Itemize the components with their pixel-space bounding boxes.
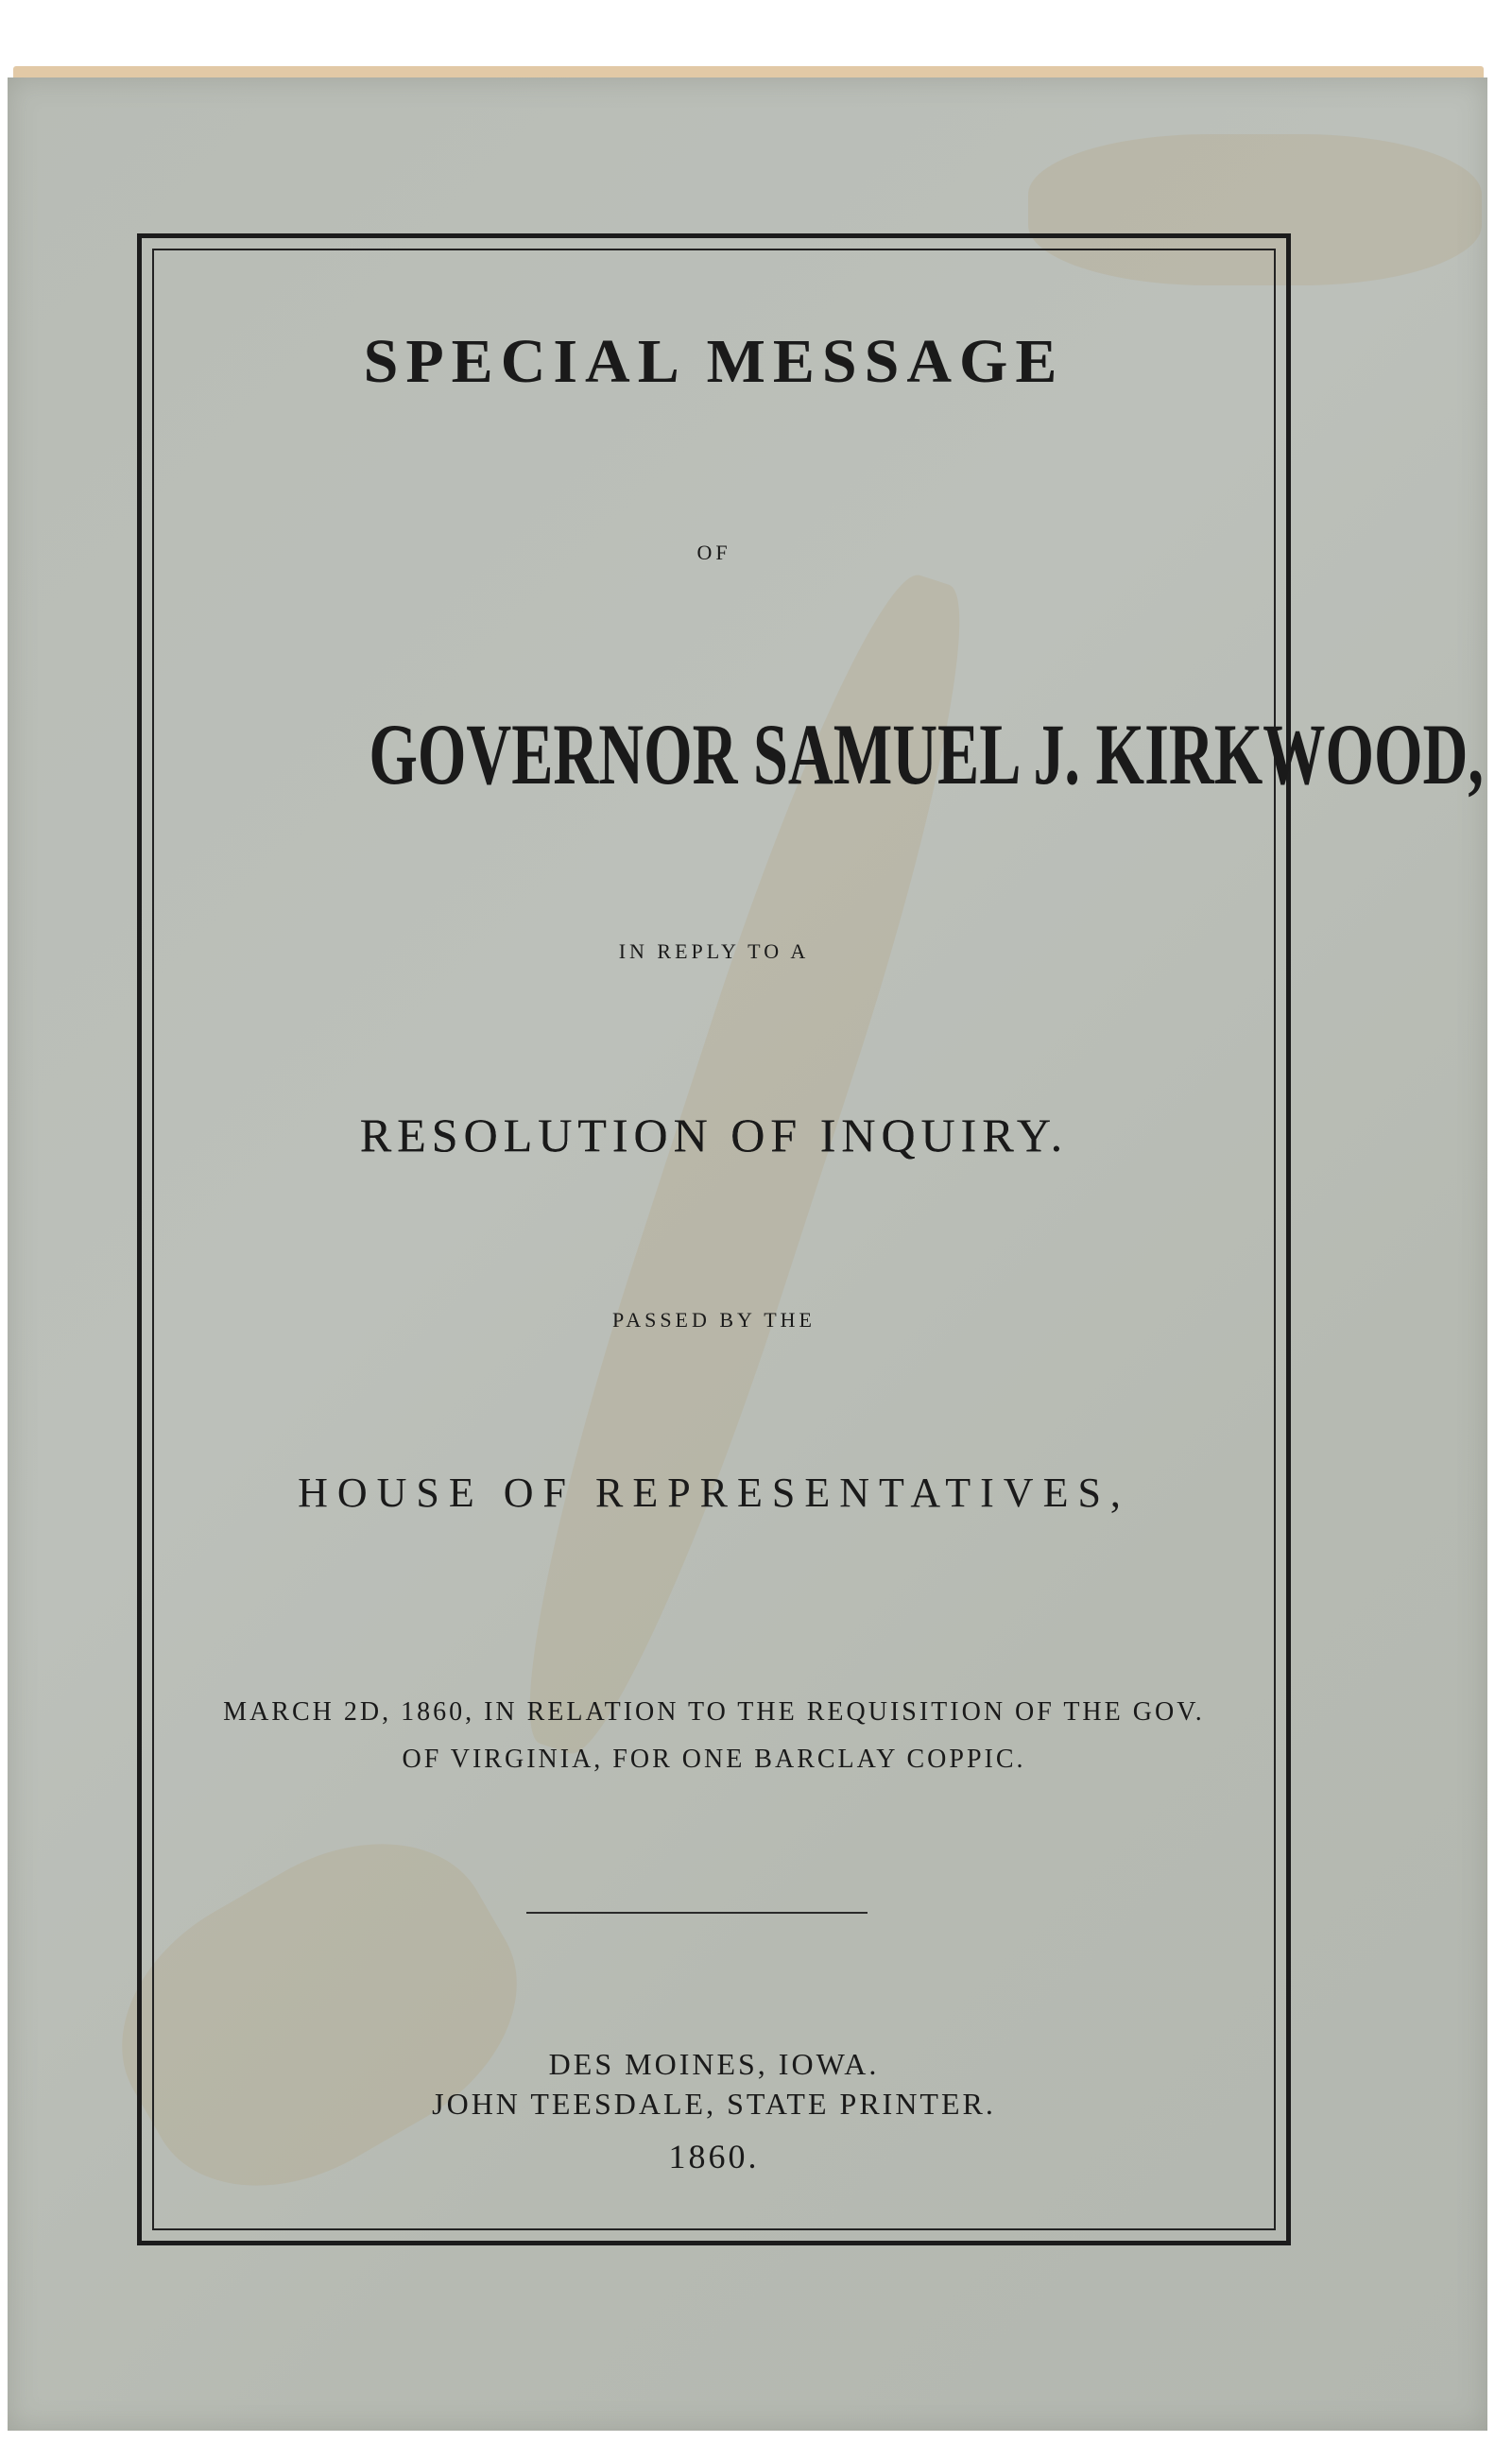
title: SPECIAL MESSAGE: [363, 327, 1065, 396]
of-label: OF: [696, 541, 731, 564]
imprint-year: 1860.: [668, 2138, 760, 2175]
subject: RESOLUTION OF INQUIRY.: [359, 1109, 1069, 1161]
divider-rule: [526, 1912, 868, 1914]
legislative-body: HOUSE OF REPRESENTATIVES,: [298, 1470, 1130, 1516]
author: GOVERNOR SAMUEL J. KIRKWOOD,: [369, 706, 1484, 802]
imprint-place: DES MOINES, IOWA.: [548, 2047, 880, 2081]
passed-by-label: PASSED BY THE: [611, 1308, 816, 1332]
description-line-1: MARCH 2D, 1860, IN RELATION TO THE REQUISITION OF THE GOV.: [223, 1697, 1205, 1727]
imprint-printer: JOHN TEESDALE, STATE PRINTER.: [432, 2087, 996, 2121]
in-reply-label: IN REPLY TO A: [618, 939, 810, 963]
description-line-2: OF VIRGINIA, FOR ONE BARCLAY COPPIC.: [402, 1745, 1026, 1774]
